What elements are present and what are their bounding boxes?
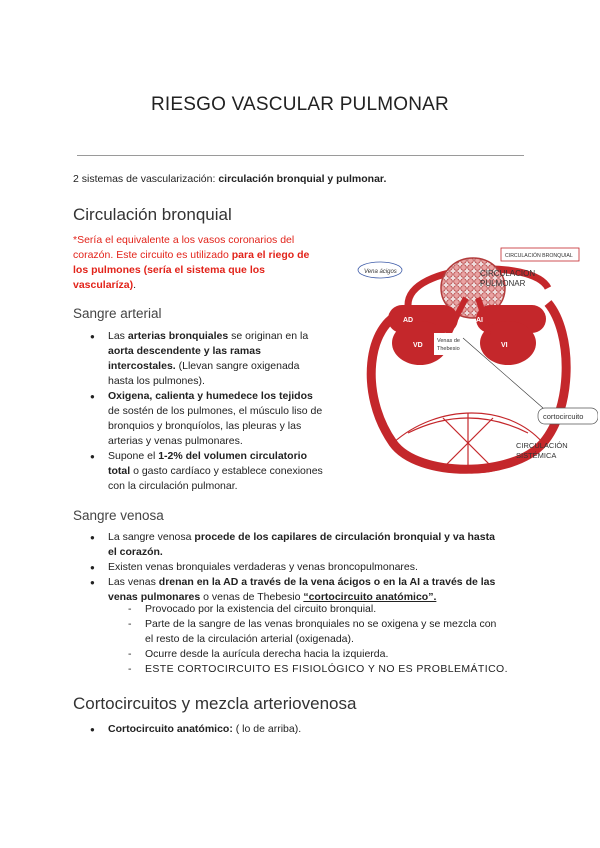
list-item: ● Oxigena, calienta y humedece los tejidos de sostén de los pulmones, el músculo liso de bronquios y bronquíolos, las pleuras y las arterias y venas pulmonares. — [73, 389, 363, 449]
label-ai: AI — [476, 317, 483, 324]
intro-bold: circulación bronquial y pulmonar. — [218, 173, 387, 185]
label-ad: AD — [403, 317, 414, 324]
note-line: corazón. Este circuito es utilizado para el riego de — [73, 249, 310, 261]
shunt-bullets — [73, 722, 533, 737]
subheading-sangre-arterial: Sangre arterial — [73, 306, 162, 321]
list-item: el resto de la circulación arterial (oxigenada). — [145, 633, 354, 645]
intro-text — [73, 173, 386, 185]
label-vi: VI — [501, 342, 508, 349]
note-line: *Sería el equivalente a los vasos coronarios del — [73, 234, 295, 246]
list-item: ● La sangre venosa procede de los capilares de circulación bronquial y va hasta el corazón. — [73, 530, 533, 560]
red-note — [73, 233, 343, 293]
circulation-diagram — [348, 243, 598, 493]
section-heading-circulacion-bronquial: Circulación bronquial — [73, 205, 232, 224]
section-heading-cortocircuitos: Cortocircuitos y mezcla arteriovenosa — [73, 694, 357, 713]
venous-subitems — [73, 602, 543, 677]
label-vd: VD — [413, 342, 423, 349]
list-item: - Provocado por la existencia del circuito bronquial. — [73, 602, 543, 617]
list-item: ● Existen venas bronquiales verdaderas y venas broncopulmonares. — [73, 560, 533, 575]
page-title: RIESGO VASCULAR PULMONAR — [151, 94, 449, 115]
venous-bullets — [73, 530, 533, 605]
label-circ-pulmonar-2: PULMONAR — [480, 279, 526, 288]
list-item: ● Supone el 1-2% del volumen circulatorio total o gasto cardíaco y establece conexiones con la circulación pulmonar. — [73, 449, 363, 494]
list-item: ● Las arterias bronquiales se originan en la aorta descendente y las ramas intercostales. (Llevan sangre oxigenada hasta los pulmones). — [73, 329, 363, 389]
list-item: ● Cortocircuito anatómico: ( lo de arriba). — [73, 722, 533, 737]
label-circ-bronquial: CIRCULACIÓN BRONQUIAL — [505, 253, 573, 259]
label-circ-sistemica-1: CIRCULACIÓN — [516, 441, 568, 450]
label-venas-thebesio-1: Venas de — [437, 338, 460, 344]
list-item: - Ocurre desde la aurícula derecha hacia la izquierda. — [73, 647, 543, 662]
label-vena-acigos: Vena ácigos — [364, 269, 397, 275]
title-divider — [77, 155, 524, 156]
label-circ-pulmonar-1: CIRCULACION — [480, 269, 536, 278]
label-circ-sistemica-2: SISTÉMICA — [516, 451, 557, 460]
label-venas-thebesio-2: Thebesio — [437, 346, 460, 352]
note-line: los pulmones (sería el sistema que los — [73, 264, 265, 276]
subheading-sangre-venosa: Sangre venosa — [73, 508, 164, 523]
list-item: - Parte de la sangre de las venas bronquiales no se oxigena y se mezcla con — [73, 617, 543, 632]
shunt-quote: “cortocircuito anatómico”. — [303, 591, 437, 603]
list-item: - ESTE CORTOCIRCUITO ES FISIOLÓGICO Y NO ES PROBLEMÁTICO. — [73, 662, 543, 677]
arterial-bullets — [73, 329, 363, 494]
label-cortocircuito: cortocircuito — [543, 412, 584, 421]
note-line: vascularíza). — [73, 279, 137, 291]
intro-plain: 2 sistemas de vascularización: — [73, 173, 219, 185]
list-item: ● Las venas drenan en la AD a través de la vena ácigos o en la AI a través de las venas pulmonares o venas de Thebesio “cortocircuito anatómico”. — [73, 575, 533, 605]
